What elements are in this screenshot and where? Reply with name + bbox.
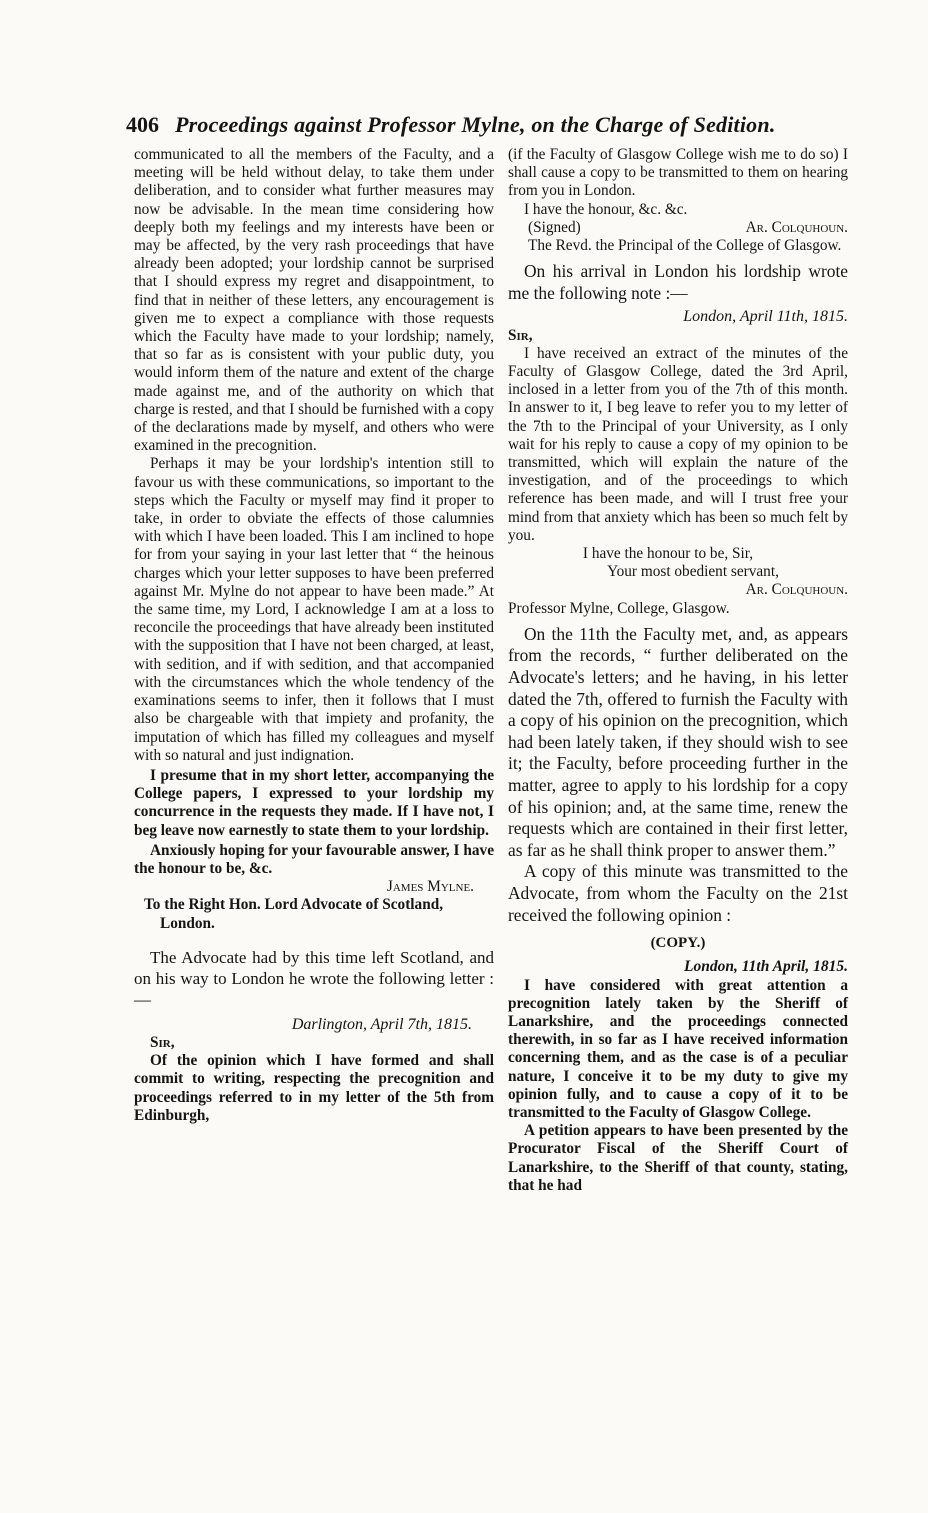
left-paragraph-4: Anxiously hoping for your favourable answer, I have the honour to be, &c. — [134, 841, 494, 877]
dateline-london-2: London, 11th April, 1815. — [684, 958, 848, 976]
right-column — [508, 146, 848, 1195]
signed-name: Ar. Colquhoun. — [745, 218, 848, 236]
page-number: 406 — [126, 112, 159, 137]
signed-line — [508, 219, 848, 237]
right-paragraph-7: I have considered with great attention a precognition lately taken by the Sheriff of Lanarkshire, and the proceedings connected therewith, in so far as I have received information concerning them, and as the case is of a peculiar nature, I conceive it to be my duty to give my opinion fully, and to cause a copy of it to be transmitted to the Faculty of Glasgow College. — [508, 976, 848, 1121]
signature-mylne: James Mylne. — [386, 878, 474, 896]
right-paragraph-6: A copy of this minute was transmitted to the Advocate, from whom the Faculty on the 21st received the following opinion : — [508, 861, 848, 925]
addressee-lord-advocate: To the Right Hon. Lord Advocate of Scotland, London. — [144, 896, 444, 932]
dateline-london-1: London, April 11th, 1815. — [683, 308, 848, 326]
salutation-right: Sir, — [508, 326, 533, 344]
signed-label: (Signed) — [528, 218, 581, 236]
copy-heading: (COPY.) — [650, 935, 706, 952]
closing-honour: I have the honour, &c. &c. — [524, 200, 688, 218]
closing-servant: Your most obedient servant, — [607, 563, 779, 581]
dateline-darlington: Darlington, April 7th, 1815. — [291, 1015, 472, 1033]
page-header — [126, 112, 816, 146]
closing-honour-2: I have the honour to be, Sir, — [582, 545, 754, 563]
salutation-left: Sir, — [150, 1033, 175, 1051]
signature-colquhoun: Ar. Colquhoun. — [745, 581, 848, 599]
left-paragraph-5: The Advocate had by this time left Scotland, and on his way to London he wrote the following letter :— — [134, 947, 494, 1009]
left-paragraph-3: I presume that in my short letter, accompanying the College papers, I expressed to your lordship my concurrence in the requests they made. If I have not, I beg leave now earnestly to state them to your lordship. — [134, 766, 494, 839]
right-paragraph-4: I have received an extract of the minutes of the Faculty of Glasgow College, dated the 3rd April, inclosed in a letter from you of the 7th of this month. In answer to it, I beg leave to refer you to my letter of the 7th to the Principal of your University, as I only wait for his reply to cause a copy of my opinion to be transmitted, which will explain the nature of the investigation, and of the proceedings to which reference has been made, and will I trust free your mind from that anxiety which has been so much felt by you. — [508, 344, 848, 544]
right-paragraph-5: On the 11th the Faculty met, and, as appears from the records, “ further deliberated on the Advocate's letters; and he having, in his letter dated the 7th, offered to furnish the Faculty with a copy of his opinion on the precognition, which had been lately taken, if they should wish to see it; the Faculty, before proceeding further in the matter, agree to apply to his lordship for a copy of his opinion; and, at the same time, renew the requests which are contained in their first letter, as far as he shall think proper to answer them.” — [508, 623, 848, 860]
running-title: Proceedings against Professor Mylne, on the Charge of Sedition. — [175, 112, 776, 137]
right-paragraph-8: A petition appears to have been presented by the Procurator Fiscal of the Sheriff Court of Lanarkshire, to the Sheriff of that county, stating, that he had — [508, 1122, 848, 1194]
right-paragraph-1: (if the Faculty of Glasgow College wish me to do so) I shall cause a copy to be transmitted to them on hearing from you in London. — [508, 146, 848, 200]
left-paragraph-6: Of the opinion which I have formed and shall commit to writing, respecting the precognition and proceedings referred to in my letter of the 5th from Edinburgh, — [134, 1052, 494, 1124]
right-paragraph-3: On his arrival in London his lordship wrote me the following note :— — [508, 261, 848, 303]
left-paragraph-1: communicated to all the members of the Faculty, and a meeting will be held without delay, to take them under deliberation, and to consider what further measures may now be advisable. In the mean time considering how deeply both my feelings and my interests have been or may be affected, by the very rash proceedings that have already been adopted; your lordship cannot be surprised that I should express my regret and disappointment, to find that in neither of these letters, any encouragement is given me to expect a compliance with those requests which the Faculty have made to your lordship; namely, that so far as is consistent with your public duty, you would inform them of the nature and extent of the charge made against me, and of the authority on which that charge is rested, and that I should be furnished with a copy of the declarations made by myself, and others who were examined in the precognition. — [134, 146, 494, 455]
left-paragraph-2: Perhaps it may be your lordship's intention still to favour us with these communications, so important to the steps which the Faculty or myself may find it proper to take, in order to obviate the effects of those calumnies with which I have been loaded. This I am inclined to hope for from your saying in your last letter that “ the heinous charges which your letter supposes to have been preferred against Mr. Mylne do not appear to have been made.” At the same time, my Lord, I acknowledge I am at a loss to reconcile the proceedings that have already been instituted with the supposition that I have not been charged, at least, with sedition, and if with sedition, and that accompanied with the circumstances which the whole tendency of the examinations seems to infer, then it follows that I must also be chargeable with that impiety and profanity, the imputation of which has filled my colleagues and myself with so natural and just indignation. — [134, 455, 494, 764]
left-column — [134, 146, 494, 1125]
addressee-mylne: Professor Mylne, College, Glasgow. — [508, 599, 730, 617]
addressee-principal: The Revd. the Principal of the College of Glasgow. — [528, 237, 842, 255]
